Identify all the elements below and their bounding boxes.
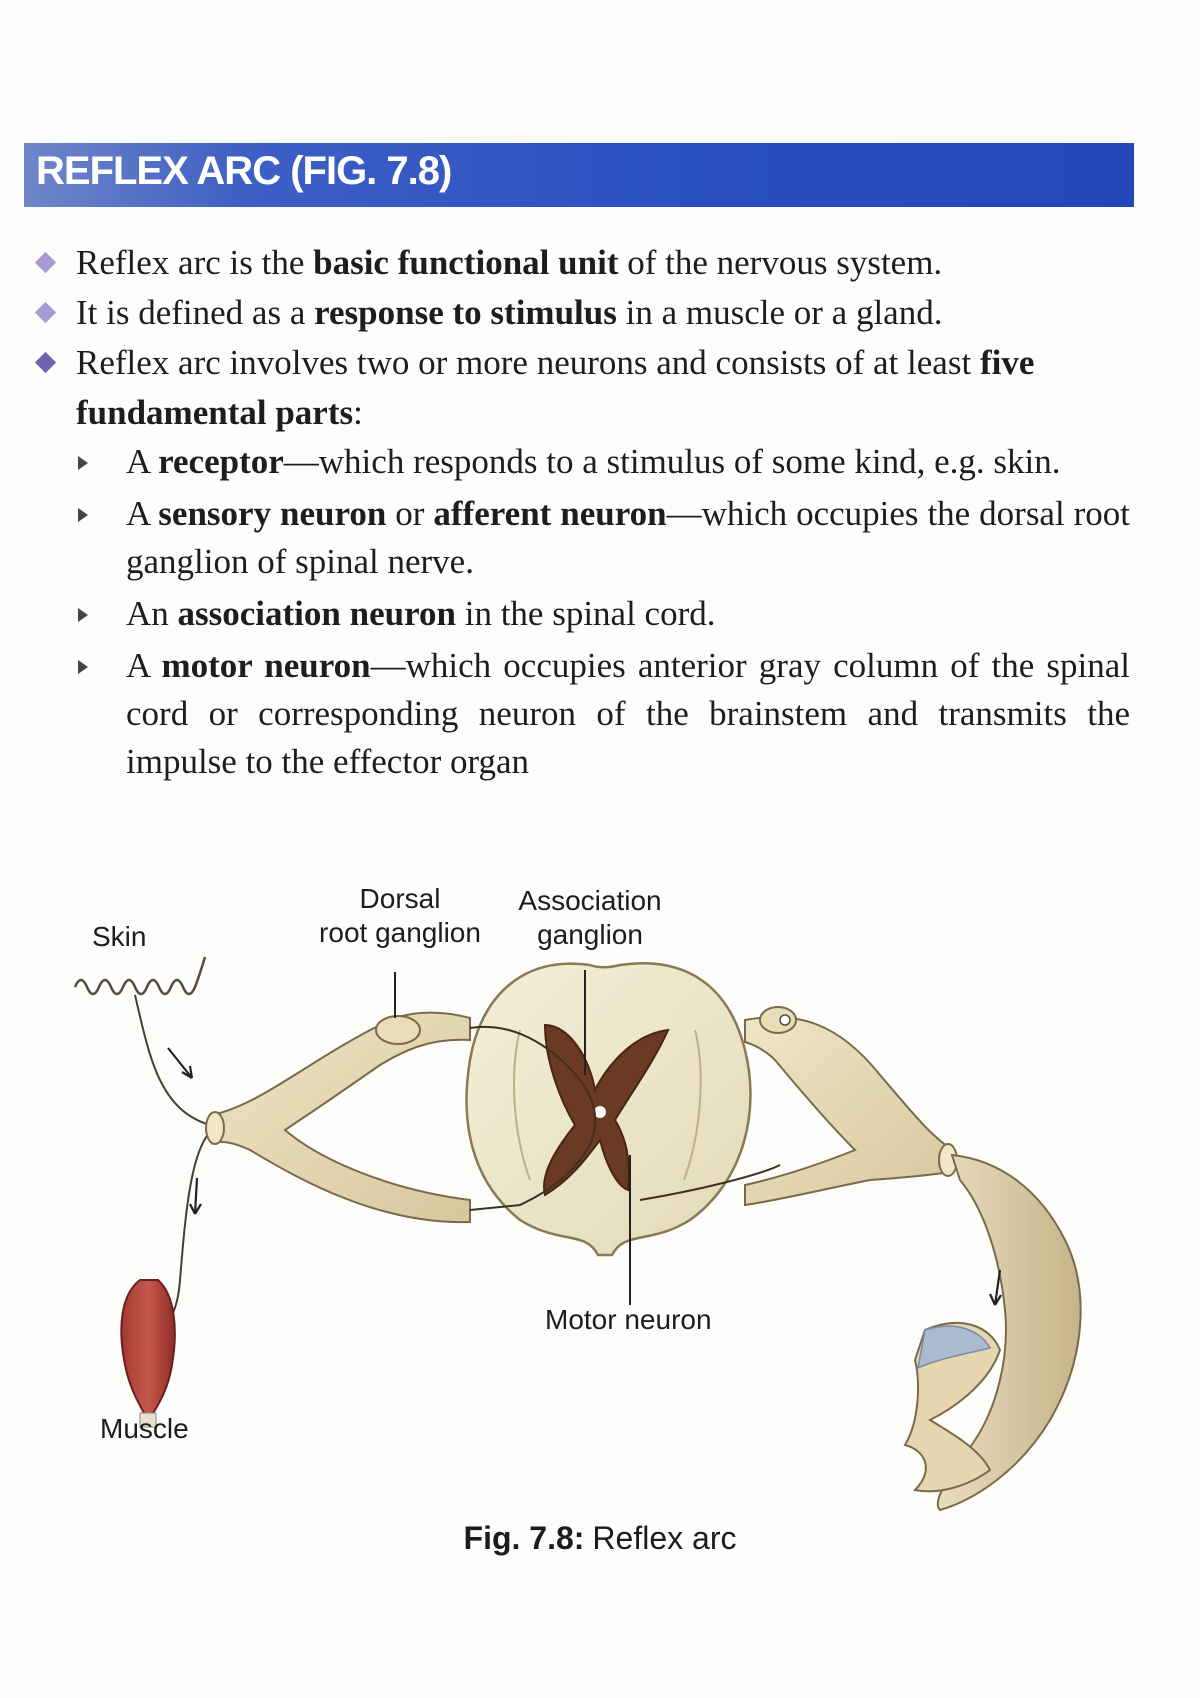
reflex-arc-illustration — [0, 860, 1200, 1560]
diamond-bullet-icon — [35, 352, 56, 373]
bullet-text: Reflex arc is the — [76, 243, 314, 282]
bullet-text: : — [353, 393, 363, 432]
sub-list — [30, 438, 1140, 786]
sub-text: or — [386, 494, 434, 533]
label-muscle: Muscle — [100, 1413, 189, 1444]
sub-text: A — [126, 494, 159, 533]
figure-caption — [0, 1520, 1200, 1557]
sub-text: —which responds to a stimulus of some kind, e.g. skin. — [283, 442, 1061, 481]
caption-number: Fig. 7.8: — [463, 1520, 585, 1556]
ganglion-dot — [780, 1015, 790, 1025]
skin-receptor-icon — [75, 957, 205, 994]
bullet-bold-text: basic functional unit — [313, 243, 619, 282]
bullet-text: It is defined as a — [76, 293, 315, 332]
reflex-arc-figure — [0, 860, 1200, 1560]
dorsal-root-ganglion — [376, 1016, 420, 1044]
sub-text: —which occupies anterior gray column of the spinal cord or corresponding neuron of the brainstem and transmits the impulse to the effector organ — [126, 646, 1130, 781]
arrow-icon — [990, 1270, 1001, 1305]
bullet-list — [30, 238, 1140, 790]
diamond-bullet-icon — [35, 252, 56, 273]
bullet-bold-text: five fundamental parts — [76, 343, 1035, 432]
label-line: ganglion — [537, 919, 643, 950]
diamond-bullet-icon — [35, 302, 56, 323]
sub-bold-text: association neuron — [177, 594, 456, 633]
nerve-junction-left — [206, 1112, 224, 1144]
left-spinal-nerve — [212, 1013, 470, 1222]
sub-item-motor-neuron — [30, 642, 1140, 786]
bullet-text: of the nervous system. — [618, 243, 943, 282]
label-line: Dorsal — [359, 883, 441, 914]
bullet-text: Reflex arc involves two or more neurons and consists of at least — [76, 343, 980, 382]
section-title: REFLEX ARC (FIG. 7.8) — [36, 149, 452, 193]
sub-item-receptor — [30, 438, 1140, 486]
triangle-bullet-icon — [78, 660, 88, 674]
sub-text: in the spinal cord. — [455, 594, 716, 633]
bullet-item — [30, 288, 1140, 338]
triangle-bullet-icon — [78, 608, 88, 622]
label-line: root ganglion — [319, 917, 481, 948]
sub-text: A — [126, 646, 162, 685]
sensory-fiber — [135, 995, 210, 1125]
caption-text: Reflex arc — [592, 1520, 737, 1556]
bullet-item — [30, 238, 1140, 288]
sub-text: —which occupies the dorsal root ganglion of spinal nerve. — [126, 494, 1131, 581]
arrow-icon — [168, 1048, 192, 1078]
bullet-item — [30, 338, 1140, 438]
sub-item-sensory-neuron — [30, 490, 1140, 586]
sub-item-association-neuron — [30, 590, 1140, 638]
bullet-text: in a muscle or a gland. — [616, 293, 943, 332]
triangle-bullet-icon — [78, 508, 88, 522]
bullet-bold-text: response to stimulus — [314, 293, 617, 332]
label-association-ganglion — [505, 884, 675, 952]
sub-text: An — [126, 594, 178, 633]
sub-bold-text: afferent neuron — [433, 494, 667, 533]
right-spinal-nerve — [745, 1017, 950, 1205]
label-dorsal-root-ganglion — [300, 882, 500, 950]
sub-bold-text: sensory neuron — [158, 494, 387, 533]
label-skin: Skin — [92, 921, 147, 952]
sub-bold-text: receptor — [158, 442, 284, 481]
label-motor-neuron: Motor neuron — [545, 1304, 712, 1335]
muscle-icon — [121, 1280, 175, 1415]
section-banner — [24, 143, 1134, 207]
label-line: Association — [518, 885, 662, 916]
sub-text: A — [126, 442, 159, 481]
sub-bold-text: motor neuron — [161, 646, 371, 685]
triangle-bullet-icon — [78, 456, 88, 470]
